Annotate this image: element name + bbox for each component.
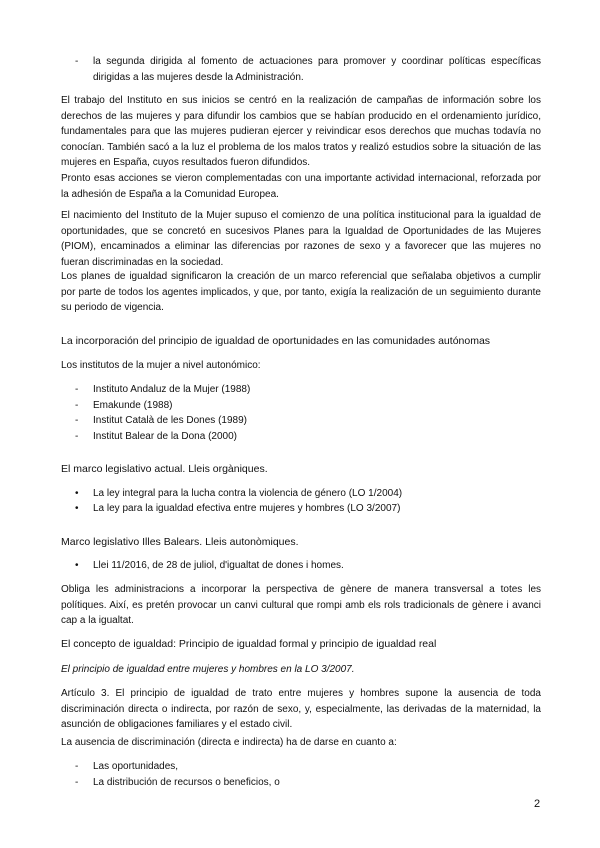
list-item: - Instituto Andaluz de la Mujer (1988) xyxy=(75,384,251,395)
section-heading: La incorporación del principio de igualdad de oportunidades en las comunidades autónomas xyxy=(61,335,491,347)
page-number: 2 xyxy=(534,798,541,810)
list-item: - Institut Català de les Dones (1989) xyxy=(75,415,247,426)
paragraph: El trabajo del Instituto en sus inicios se centró en la realización de campañas de información sobre los derechos de las mujeres y para difundir los cambios que se habían producido en el ordenamiento jurídico, fundamentales para que las mujeres pudieran ejercer y reivindicar esos derechos que muchas todavía no conocían. También sacó a la luz el problema de los malos tratos y realizó estudios sobre la situación de las mujeres en España, cuyos resultados fueron difundidos. xyxy=(61,95,541,168)
list-item: - Institut Balear de la Dona (2000) xyxy=(75,430,237,442)
list-item: - Las oportunidades, xyxy=(75,761,179,772)
section-heading: Marco legislativo Illes Balears. Lleis autonòmiques. xyxy=(61,536,299,548)
paragraph: Los planes de igualdad significaron la creación de un marco referencial que señalaba objetivos a cumplir por parte de todos los agentes implicados, y que, por tanto, exigía la realización de un seguimiento durante su periodo de vigencia. xyxy=(61,271,541,313)
paragraph: Obliga les administracions a incorporar la perspectiva de gènere de manera transversal a totes les polítiques. Així, es pretén provocar un canvi cultural que rompi amb els rols tradicionals de gènere i avanci cap a la igualtat. xyxy=(61,584,541,626)
list-item: • La ley para la igualdad efectiva entre mujeres y hombres (LO 3/2007) xyxy=(75,503,401,514)
section-heading: El marco legislativo actual. Lleis orgàniques. xyxy=(61,463,268,475)
list-item: - la segunda dirigida al fomento de actuaciones para promover y coordinar políticas específicas dirigidas a las mujeres desde la Administración. xyxy=(75,56,541,83)
paragraph: Pronto esas acciones se vieron complementadas con una importante actividad internacional, reforzada por la adhesión de España a la Comunidad Europea. xyxy=(61,173,541,200)
paragraph: Los institutos de la mujer a nivel autonómico: xyxy=(61,360,261,371)
list-item: • Llei 11/2016, de 28 de juliol, d'igualtat de dones i homes. xyxy=(75,560,344,571)
paragraph: El nacimiento del Instituto de la Mujer supuso el comienzo de una política institucional para la igualdad de oportunidades, que se concretó en sucesivos Planes para la Igualdad de Oportunidades de las Mujeres (PIOM), encaminados a eliminar las diferencias por razones de sexo y a favorecer que las mujeres no fueran discriminadas en la sociedad. xyxy=(61,210,541,268)
subtitle: El principio de igualdad entre mujeres y hombres en la LO 3/2007. xyxy=(61,664,355,675)
list-item: - La distribución de recursos o beneficios, o xyxy=(75,777,280,788)
paragraph: Artículo 3. El principio de igualdad de trato entre mujeres y hombres supone la ausencia de toda discriminación directa o indirecta, por razón de sexo, y, especialmente, las derivadas de la maternidad, la asunción de obligaciones familiares y el estado civil. xyxy=(61,688,541,730)
paragraph: La ausencia de discriminación (directa e indirecta) ha de darse en cuanto a: xyxy=(61,737,397,748)
list-item: • La ley integral para la lucha contra la violencia de género (LO 1/2004) xyxy=(75,488,403,499)
section-heading: El concepto de igualdad: Principio de igualdad formal y principio de igualdad real xyxy=(61,638,437,650)
list-item: - Emakunde (1988) xyxy=(75,399,173,411)
